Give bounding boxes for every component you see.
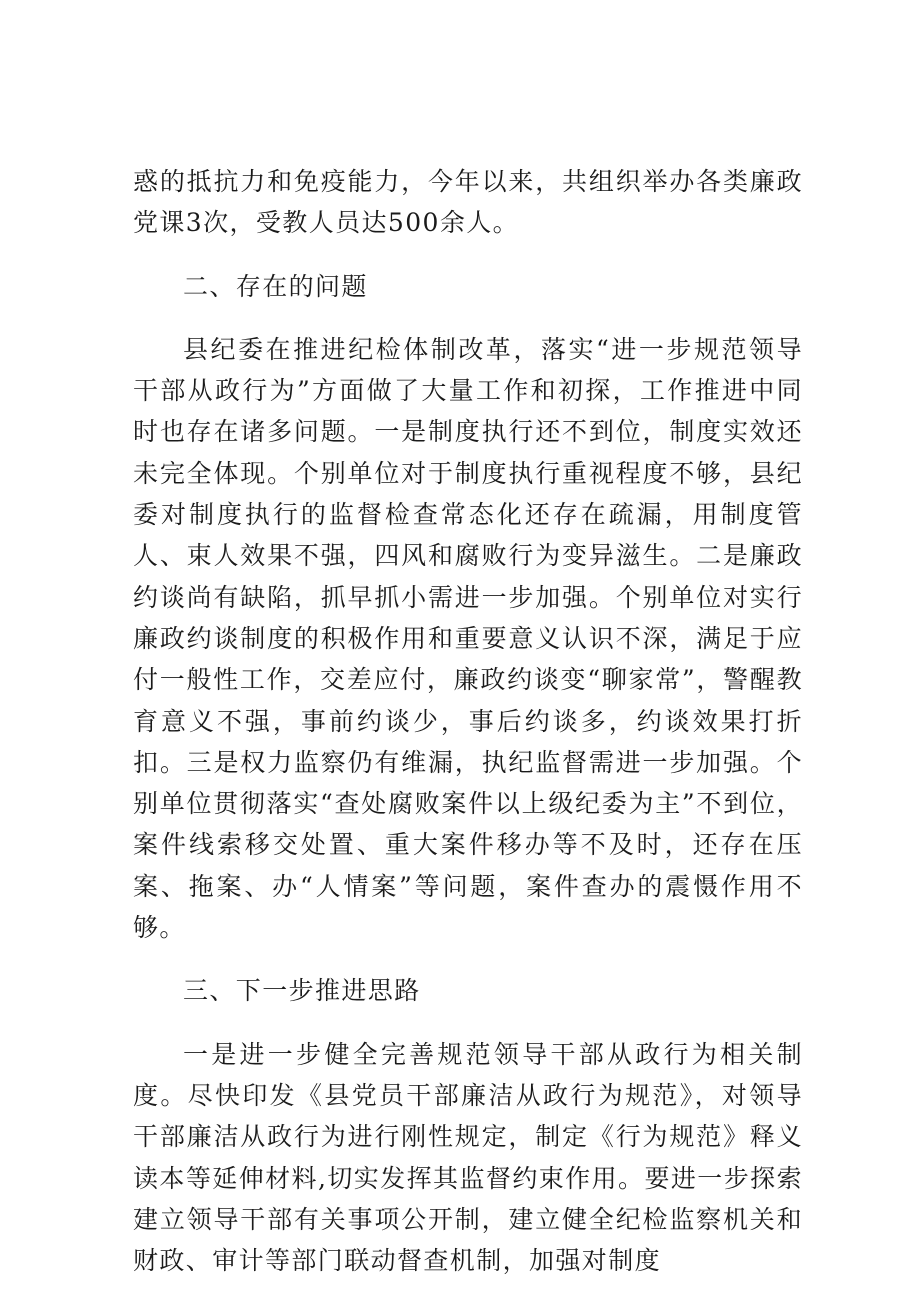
document-body bbox=[133, 161, 803, 1281]
paragraph-continued: 惑的抵抗力和免疫能力，今年以来，共组织举办各类廉政党课3次，受教人员达500余人。 bbox=[133, 167, 803, 238]
section-heading-next-steps: 三、下一步推进思路 bbox=[183, 976, 421, 1006]
paragraph-next-steps: 一是进一步健全完善规范领导干部从政行为相关制度。尽快印发《县党员干部廉洁从政行为规范》，对领导干部廉洁从政行为进行刚性规定，制定《行为规范》释义读本等延伸材料,切实发挥其监督约束作用。要进一步探索建立领导干部有关事项公开制，建立健全纪检监察机关和财政、审计等部门联动督查机制，加强对制度 bbox=[133, 1039, 803, 1276]
paragraph-problems: 县纪委在推进纪检体制改革，落实“进一步规范领导干部从政行为”方面做了大量工作和初探，工作推进中同时也存在诸多问题。一是制度执行还不到位，制度实效还未完全体现。个别单位对于制度执行重视程度不够，县纪委对制度执行的监督检查常态化还存在疏漏，用制度管人、束人效果不强，四风和腐败行为变异滋生。二是廉政约谈尚有缺陷，抓早抓小需进一步加强。个别单位对实行廉政约谈制度的积极作用和重要意义认识不深，满足于应付一般性工作，交差应付，廉政约谈变“聊家常”，警醒教育意义不强，事前约谈少，事后约谈多，约谈效果打折扣。三是权力监察仍有维漏，执纪监督需进一步加强。个别单位贯彻落实“查处腐败案件以上级纪委为主”不到位，案件线索移交处置、重大案件移办等不及时，还存在压案、拖案、办“人情案”等问题，案件查办的震慑作用不够。 bbox=[133, 334, 803, 943]
section-heading-problems: 二、存在的问题 bbox=[183, 271, 368, 301]
